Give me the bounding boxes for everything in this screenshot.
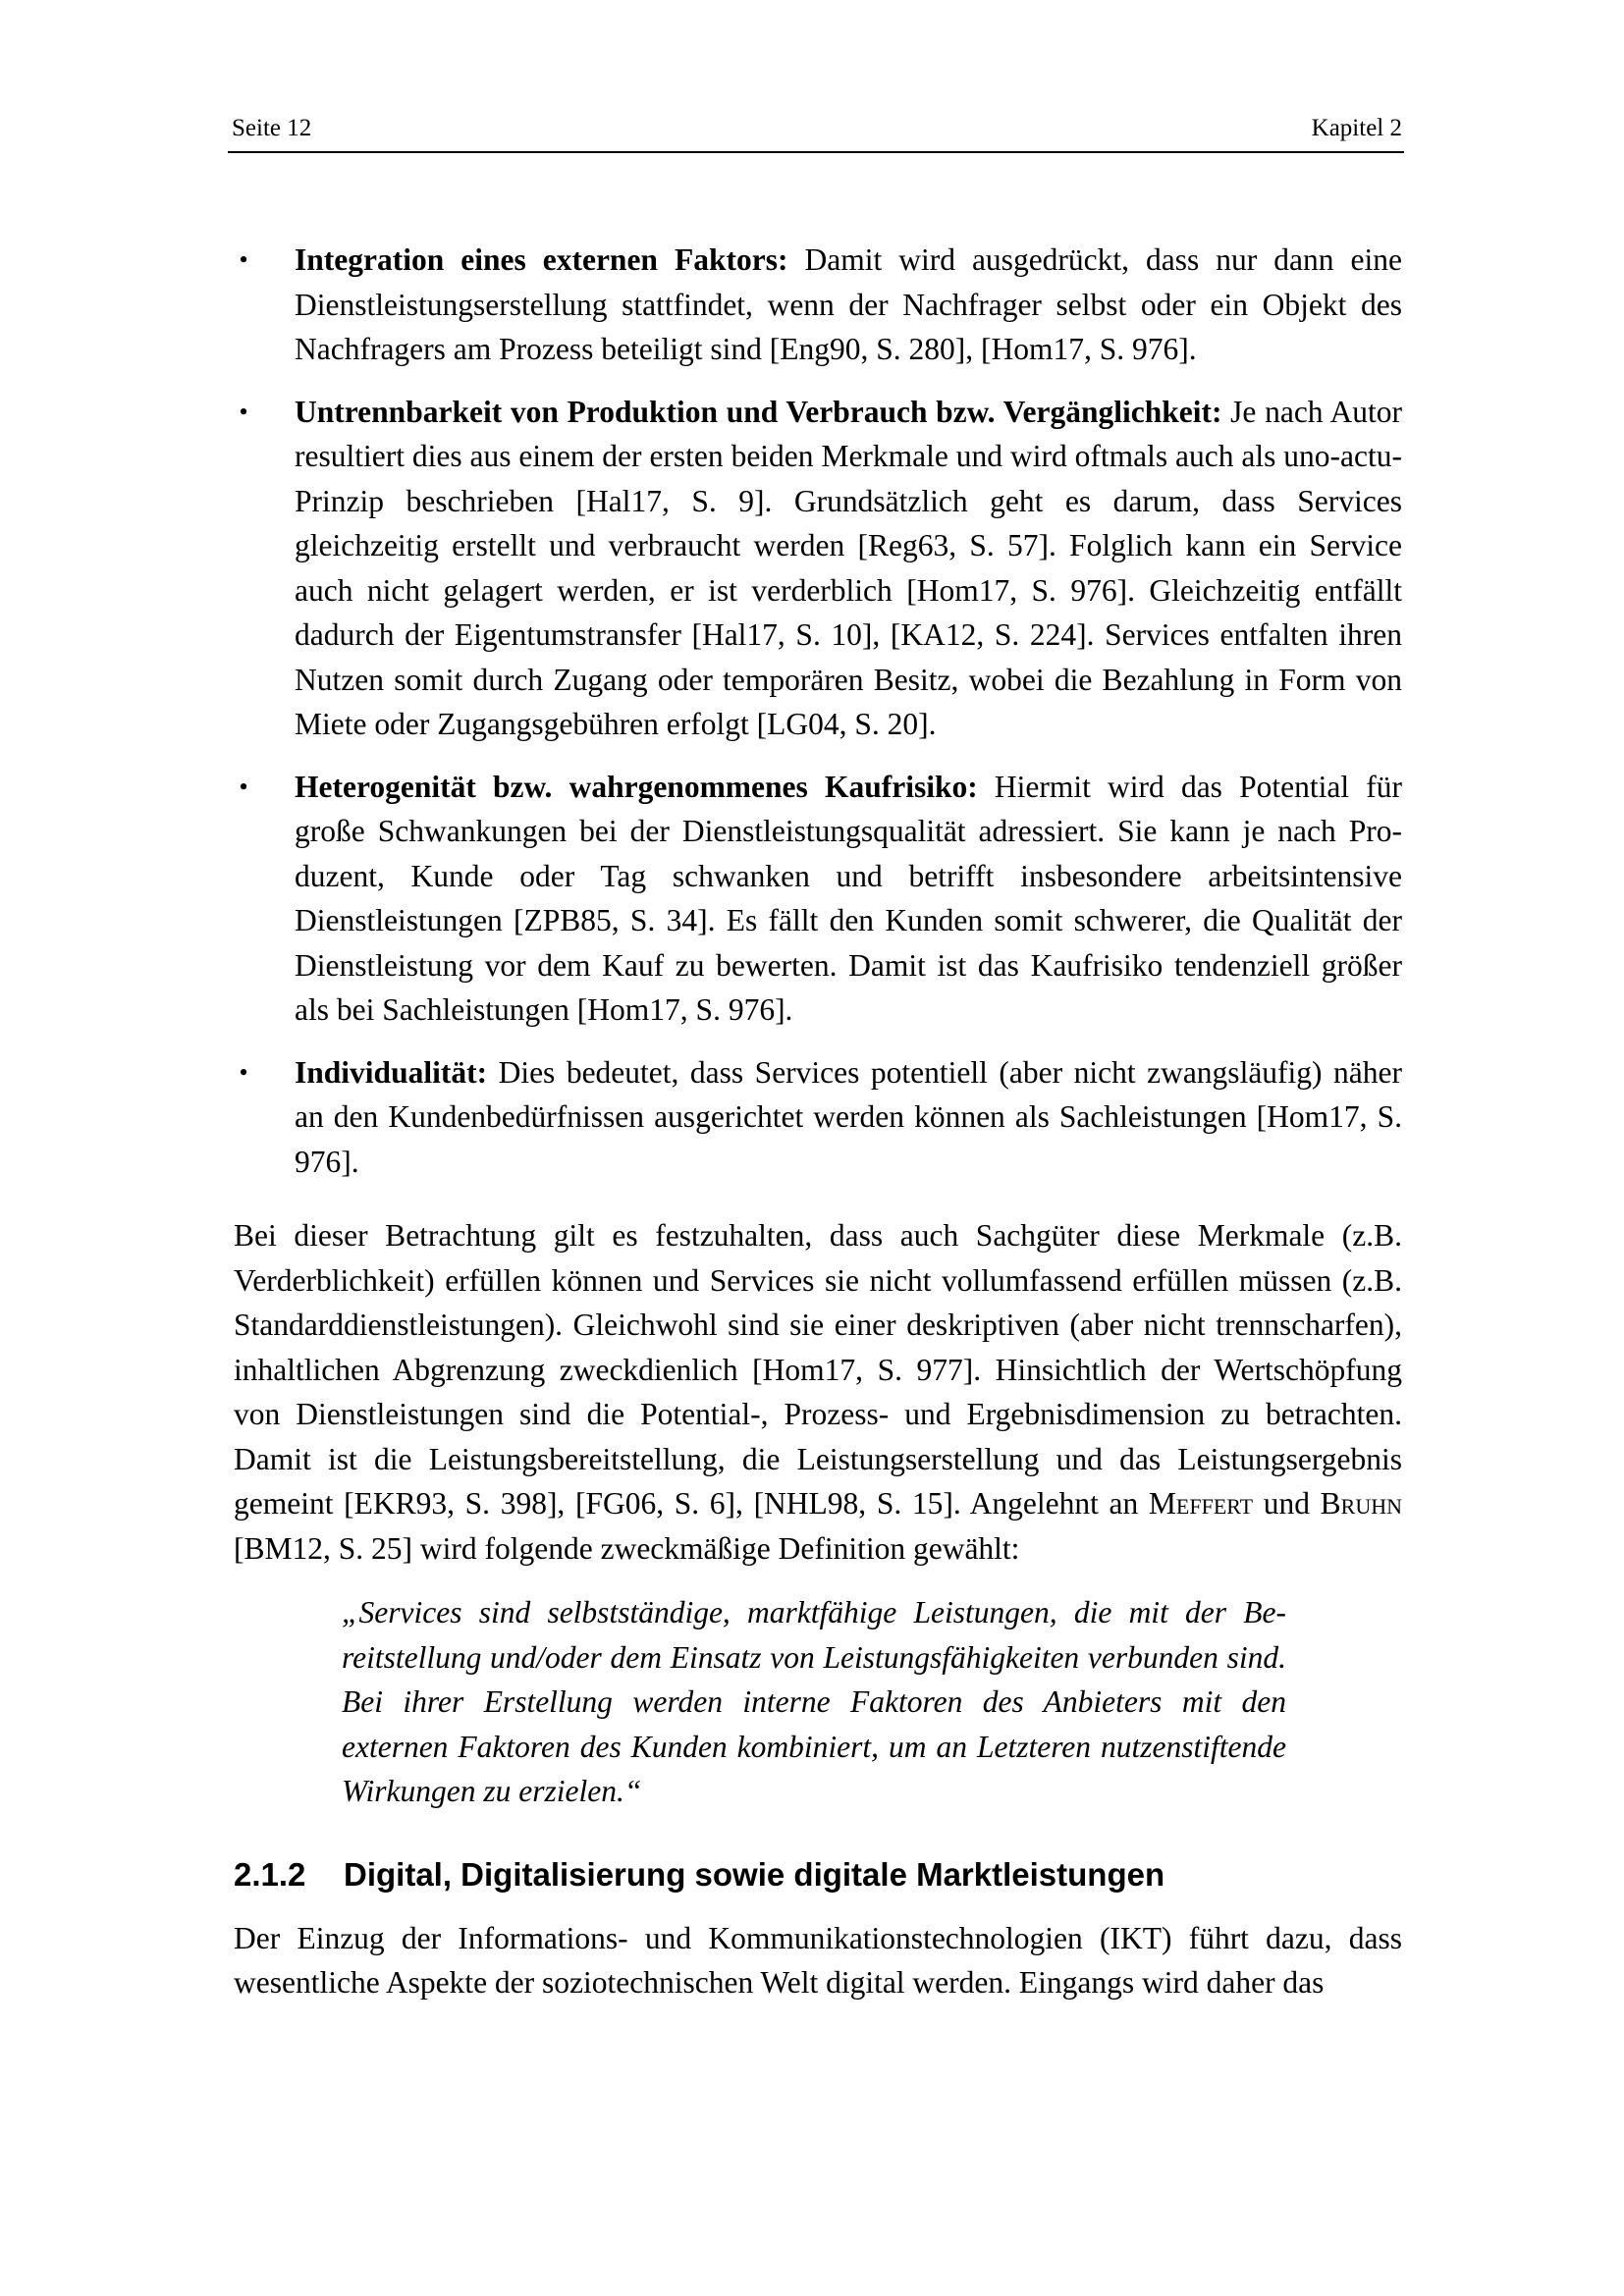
bullet-icon: • bbox=[239, 1057, 248, 1087]
list-item-text: Je nach Autor resultiert dies aus einem der ersten beiden Merkmale und wird oftmals auch als uno-actu-Prinzip beschrieben [Hal17, S. 9]. Grundsätzlich geht es darum, dass Services gleichzeitig erstellt und verbraucht werden [Reg63, S. 57]. Folglich kann ein Service auch nicht gelagert werden, er ist verderblich [Hom17, S. 976]. Gleichzeitig entfällt dadurch der Eigentumstransfer [Hal17, S. 10], [KA12, S. 224]. Services entfalten ihren Nutzen somit durch Zugang oder temporären Besitz, wobei die Bezahlung in Form von Miete oder Zugangsgebühren erfolgt [LG04, S. 20]. bbox=[295, 394, 1402, 741]
bullet-icon: • bbox=[239, 245, 248, 274]
page-number: Seite 12 bbox=[232, 115, 312, 141]
author-name: Meffert bbox=[1148, 1486, 1254, 1521]
bullet-icon: • bbox=[239, 772, 248, 801]
list-item bbox=[234, 765, 1402, 1033]
list-item bbox=[234, 1050, 1402, 1185]
list-item bbox=[234, 238, 1402, 372]
characteristics-list bbox=[234, 238, 1402, 1184]
paragraph-text: [BM12, S. 25] wird folgende zweckmäßige Definition gewählt: bbox=[234, 1530, 1020, 1566]
chapter-label: Kapitel 2 bbox=[1311, 115, 1402, 141]
definition-quote: „Services sind selbstständige, marktfähige Leistungen, die mit der Bereitstellung und/oder dem Einsatz von Leistungsfähigkeiten verbunden sind. Bei ihrer Erstellung werden interne Faktoren des Anbieters mit den externen Faktoren des Kunden kombiniert, um an Letzteren nutzenstiftende Wirkungen zu erzielen.“ bbox=[342, 1595, 1286, 1808]
list-item-text: Hiermit wird das Potential für große Schwankungen bei der Dienstleistungsqualität adressiert. Sie kann je nach Produzent, Kunde oder Tag schwanken und betrifft insbesondere arbeitsintensive Dienstleistungen [ZPB85, S. 34]. Es fällt den Kunden somit schwerer, die Qualität der Dienstleistung vor dem Kauf zu bewerten. Damit ist das Kaufrisiko tendenziell größer als bei Sachleistungen [Hom17, S. 976]. bbox=[295, 769, 1402, 1027]
main-content bbox=[234, 238, 1402, 2005]
paragraph-text: und bbox=[1253, 1486, 1321, 1521]
author-name: Bruhn bbox=[1320, 1486, 1402, 1521]
body-paragraph: Der Einzug der Informations- und Kommunikationstechnologien (IKT) führt dazu, dass wesentliche Aspekte der soziotechnischen Welt digital werden. Eingangs wird daher das bbox=[234, 1920, 1402, 2000]
list-item-term: Heterogenität bzw. wahrgenommenes Kaufrisiko: bbox=[295, 769, 978, 804]
list-item-term: Individualität: bbox=[295, 1054, 488, 1090]
list-item-text: Damit wird ausgedrückt, dass nur dann eine Dienstleistungserstellung stattfindet, wenn der Nachfrager selbst oder ein Objekt des Nachfragers am Prozess beteiligt sind [Eng90, S. 280], [Hom17, S. 976]. bbox=[295, 242, 1402, 366]
paragraph-text: Bei dieser Betrachtung gilt es festzuhalten, dass auch Sachgüter diese Merkmale (z.B. Verderblichkeit) erfüllen können und Services sie nicht vollumfassend erfüllen müssen (z.B. Standarddienstleistungen). Gleichwohl sind sie einer deskriptiven (aber nicht trennscharfen), inhaltlichen Abgrenzung zweckdienlich [Hom17, S. 977]. Hinsichtlich der Wertschöpfung von Dienstleistungen sind die Potential-, Prozess- und Ergebnisdimension zu betrachten. Damit ist die Leistungsbereitstellung, die Leistungserstellung und das Leistungsergebnis gemeint [EKR93, S. 398], [FG06, S. 6], [NHL98, S. 15]. Angelehnt an bbox=[234, 1218, 1402, 1521]
body-paragraph bbox=[234, 1213, 1402, 1571]
section-heading bbox=[234, 1855, 1402, 1895]
section-number: 2.1.2 bbox=[234, 1855, 306, 1893]
page-header bbox=[228, 108, 1404, 153]
list-item bbox=[234, 390, 1402, 747]
section-title: Digital, Digitalisierung sowie digitale Marktleistungen bbox=[344, 1855, 1165, 1893]
list-item-text: Dies bedeutet, dass Services potentiell (aber nicht zwangsläufig) näher an den Kundenbedürfnissen ausgerichtet werden können als Sachleistungen [Hom17, S. 976]. bbox=[295, 1054, 1402, 1179]
bullet-icon: • bbox=[239, 397, 248, 426]
list-item-term: Integration eines externen Faktors: bbox=[295, 242, 788, 277]
list-item-term: Untrennbarkeit von Produktion und Verbrauch bzw. Vergänglichkeit: bbox=[295, 394, 1222, 429]
